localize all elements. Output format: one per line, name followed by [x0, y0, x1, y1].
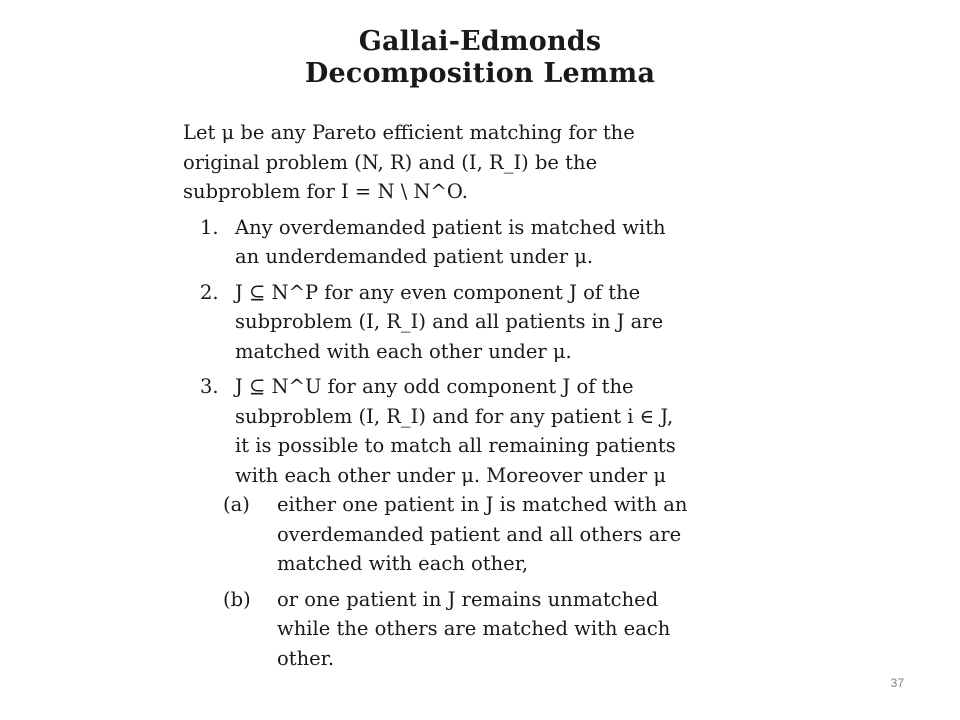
sub-item-line: while the others are matched with each — [277, 617, 671, 640]
item-line: with each other under μ. Moreover under μ — [235, 463, 667, 487]
list-item-2 — [183, 278, 843, 367]
sub-item-line: overdemanded patient and all others are — [277, 522, 682, 546]
item-line: subproblem (I, R_I) and for any patient i ∈ J, — [235, 404, 674, 428]
intro-paragraph — [183, 118, 843, 207]
item-line: J ⊆ N^P for any even component J of the — [235, 280, 641, 304]
sub-item-line: other. — [277, 646, 335, 670]
sub-item-number: (a) — [223, 493, 250, 516]
sub-item-line: or one patient in J remains unmatched — [277, 587, 659, 611]
item-line: subproblem (I, R_I) and all patients in J are — [235, 310, 664, 333]
intro-line: original problem (N, R) and (I, R_I) be the — [183, 150, 598, 174]
list-item-1 — [183, 213, 843, 272]
item-line: it is possible to match all remaining patients — [235, 434, 676, 457]
sub-item-line: either one patient in J is matched with an — [277, 493, 688, 516]
sub-item-a — [183, 490, 843, 579]
list-number: 3. — [200, 375, 219, 398]
intro-line: Let μ be any Pareto efficient matching for the — [183, 121, 635, 144]
list-number: 2. — [200, 280, 219, 304]
list-item-3 — [183, 372, 843, 673]
item-line: an underdemanded patient under μ. — [235, 245, 594, 268]
sub-item-number: (b) — [223, 587, 251, 611]
slide-title — [0, 26, 960, 90]
sub-item-b — [183, 585, 843, 674]
lemma-body — [183, 118, 843, 679]
title-line-1: Gallai-Edmonds — [358, 26, 602, 57]
intro-line: subproblem for I = N \ N^O. — [183, 180, 468, 203]
item-line: Any overdemanded patient is matched with — [235, 215, 666, 239]
item-line: matched with each other under μ. — [235, 339, 572, 363]
sub-item-line: matched with each other, — [277, 552, 529, 575]
item-line: J ⊆ N^U for any odd component J of the — [235, 375, 634, 398]
title-line-2: Decomposition Lemma — [304, 58, 656, 89]
list-number: 1. — [200, 215, 219, 239]
page-number: 37 — [890, 676, 904, 690]
